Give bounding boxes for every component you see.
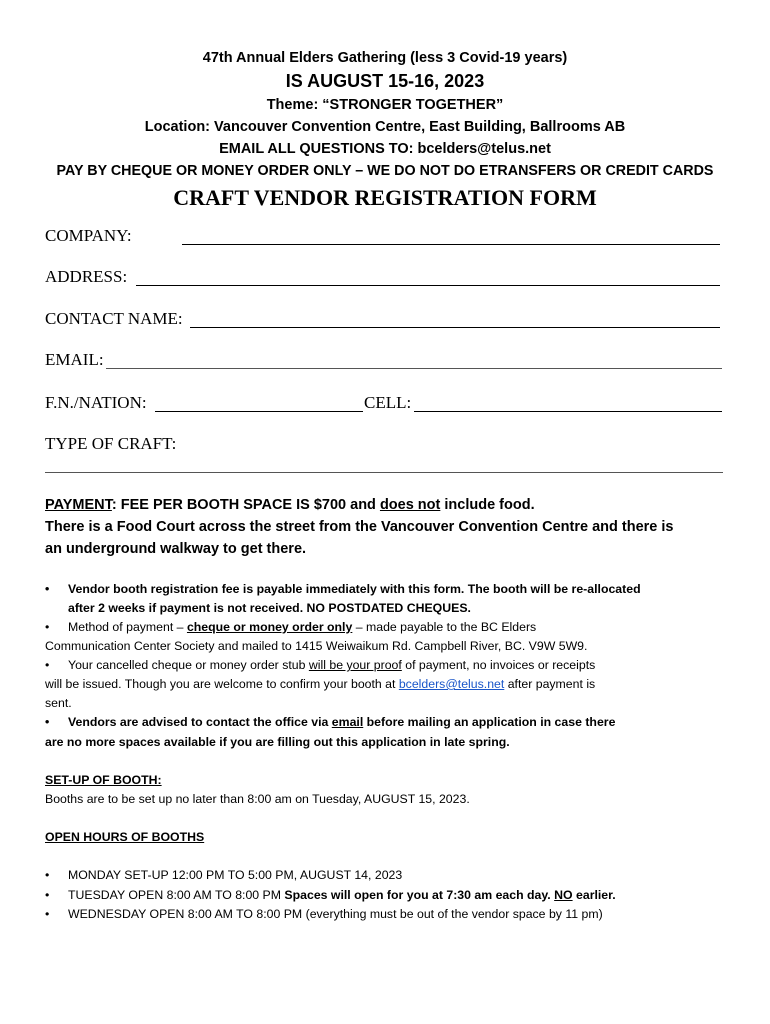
company-label: COMPANY: bbox=[45, 226, 132, 245]
bullet-2-line-1: • Method of payment – cheque or money order only – made payable to the BC Elders bbox=[45, 618, 536, 637]
bullet-3-line-2: will be issued. Though you are welcome to confirm your booth at bcelders@telus.net after payment is bbox=[45, 677, 596, 691]
event-subtitle: 47th Annual Elders Gathering (less 3 Covid-19 years) bbox=[202, 50, 568, 66]
event-theme: Theme: “STRONGER TOGETHER” bbox=[266, 97, 504, 113]
food-court-line-1: There is a Food Court across the street from the Vancouver Convention Centre and there is bbox=[45, 519, 674, 535]
event-date: IS AUGUST 15-16, 2023 bbox=[285, 71, 485, 91]
bullet-icon: • bbox=[45, 620, 50, 634]
email-link[interactable]: bcelders@telus.net bbox=[398, 677, 505, 691]
contact-name-label: CONTACT NAME: bbox=[45, 309, 183, 328]
hours-heading: OPEN HOURS OF BOOTHS bbox=[45, 830, 205, 844]
nation-label: F.N./NATION: bbox=[45, 393, 147, 412]
bullet-icon: • bbox=[45, 868, 50, 882]
email-label: EMAIL: bbox=[45, 350, 104, 369]
bullet-1-line-2: after 2 weeks if payment is not received. NO POSTDATED CHEQUES. bbox=[68, 601, 471, 615]
craft-type-field[interactable] bbox=[45, 472, 723, 473]
bullet-icon: • bbox=[45, 907, 50, 921]
payment-label: PAYMENT bbox=[45, 497, 112, 513]
payment-text-1: : FEE PER BOOTH SPACE IS $700 and bbox=[111, 497, 380, 513]
bullet-2-line-2: Communication Center Society and mailed to 1415 Weiwaikum Rd. Campbell River, BC. V9W 5W9. bbox=[45, 639, 588, 653]
bullet-icon: • bbox=[45, 888, 50, 902]
bullet-icon: • bbox=[45, 715, 50, 729]
cell-label: CELL: bbox=[364, 393, 412, 412]
event-location: Location: Vancouver Convention Centre, East Building, Ballrooms AB bbox=[144, 119, 626, 135]
bullet-3-line-3: sent. bbox=[45, 696, 72, 710]
email-field[interactable] bbox=[106, 368, 722, 369]
bullet-icon: • bbox=[45, 582, 50, 596]
payment-method-note: PAY BY CHEQUE OR MONEY ORDER ONLY – WE DO NOT DO ETRANSFERS OR CREDIT CARDS bbox=[56, 163, 714, 179]
address-label: ADDRESS: bbox=[45, 267, 128, 286]
hours-item-wednesday: • WEDNESDAY OPEN 8:00 AM TO 8:00 PM (everything must be out of the vendor space by 11 pm) bbox=[45, 905, 603, 924]
bullet-icon: • bbox=[45, 658, 50, 672]
bullet-1-line-1: • Vendor booth registration fee is payable immediately with this form. The booth will be re-allocated bbox=[45, 580, 641, 599]
setup-text: Booths are to be set up no later than 8:00 am on Tuesday, AUGUST 15, 2023. bbox=[45, 792, 470, 806]
bullet-4-line-1: • Vendors are advised to contact the office via email before mailing an application in case there bbox=[45, 713, 615, 732]
hours-item-monday: • MONDAY SET-UP 12:00 PM TO 5:00 PM, AUGUST 14, 2023 bbox=[45, 866, 402, 885]
payment-does-not: does not bbox=[379, 497, 441, 513]
hours-item-tuesday: • TUESDAY OPEN 8:00 AM TO 8:00 PM Spaces will open for you at 7:30 am each day. NO earlier. bbox=[45, 886, 616, 905]
bullet-4-line-2: are no more spaces available if you are filling out this application in late spring. bbox=[45, 735, 510, 749]
form-title: CRAFT VENDOR REGISTRATION FORM bbox=[173, 185, 597, 210]
food-court-line-2: an underground walkway to get there. bbox=[45, 541, 307, 557]
bullet-3-line-1: • Your cancelled cheque or money order stub will be your proof of payment, no invoices or receipts bbox=[45, 656, 595, 675]
setup-heading: SET-UP OF BOOTH: bbox=[45, 773, 162, 787]
address-field[interactable] bbox=[136, 285, 720, 286]
craft-type-label: TYPE OF CRAFT: bbox=[45, 434, 177, 453]
nation-field[interactable] bbox=[155, 411, 363, 412]
payment-text-2: include food. bbox=[440, 497, 535, 513]
cell-field[interactable] bbox=[414, 411, 722, 412]
event-email: EMAIL ALL QUESTIONS TO: bcelders@telus.net bbox=[219, 141, 551, 157]
contact-name-field[interactable] bbox=[190, 327, 720, 328]
payment-line bbox=[45, 494, 725, 516]
company-field[interactable] bbox=[182, 244, 720, 245]
